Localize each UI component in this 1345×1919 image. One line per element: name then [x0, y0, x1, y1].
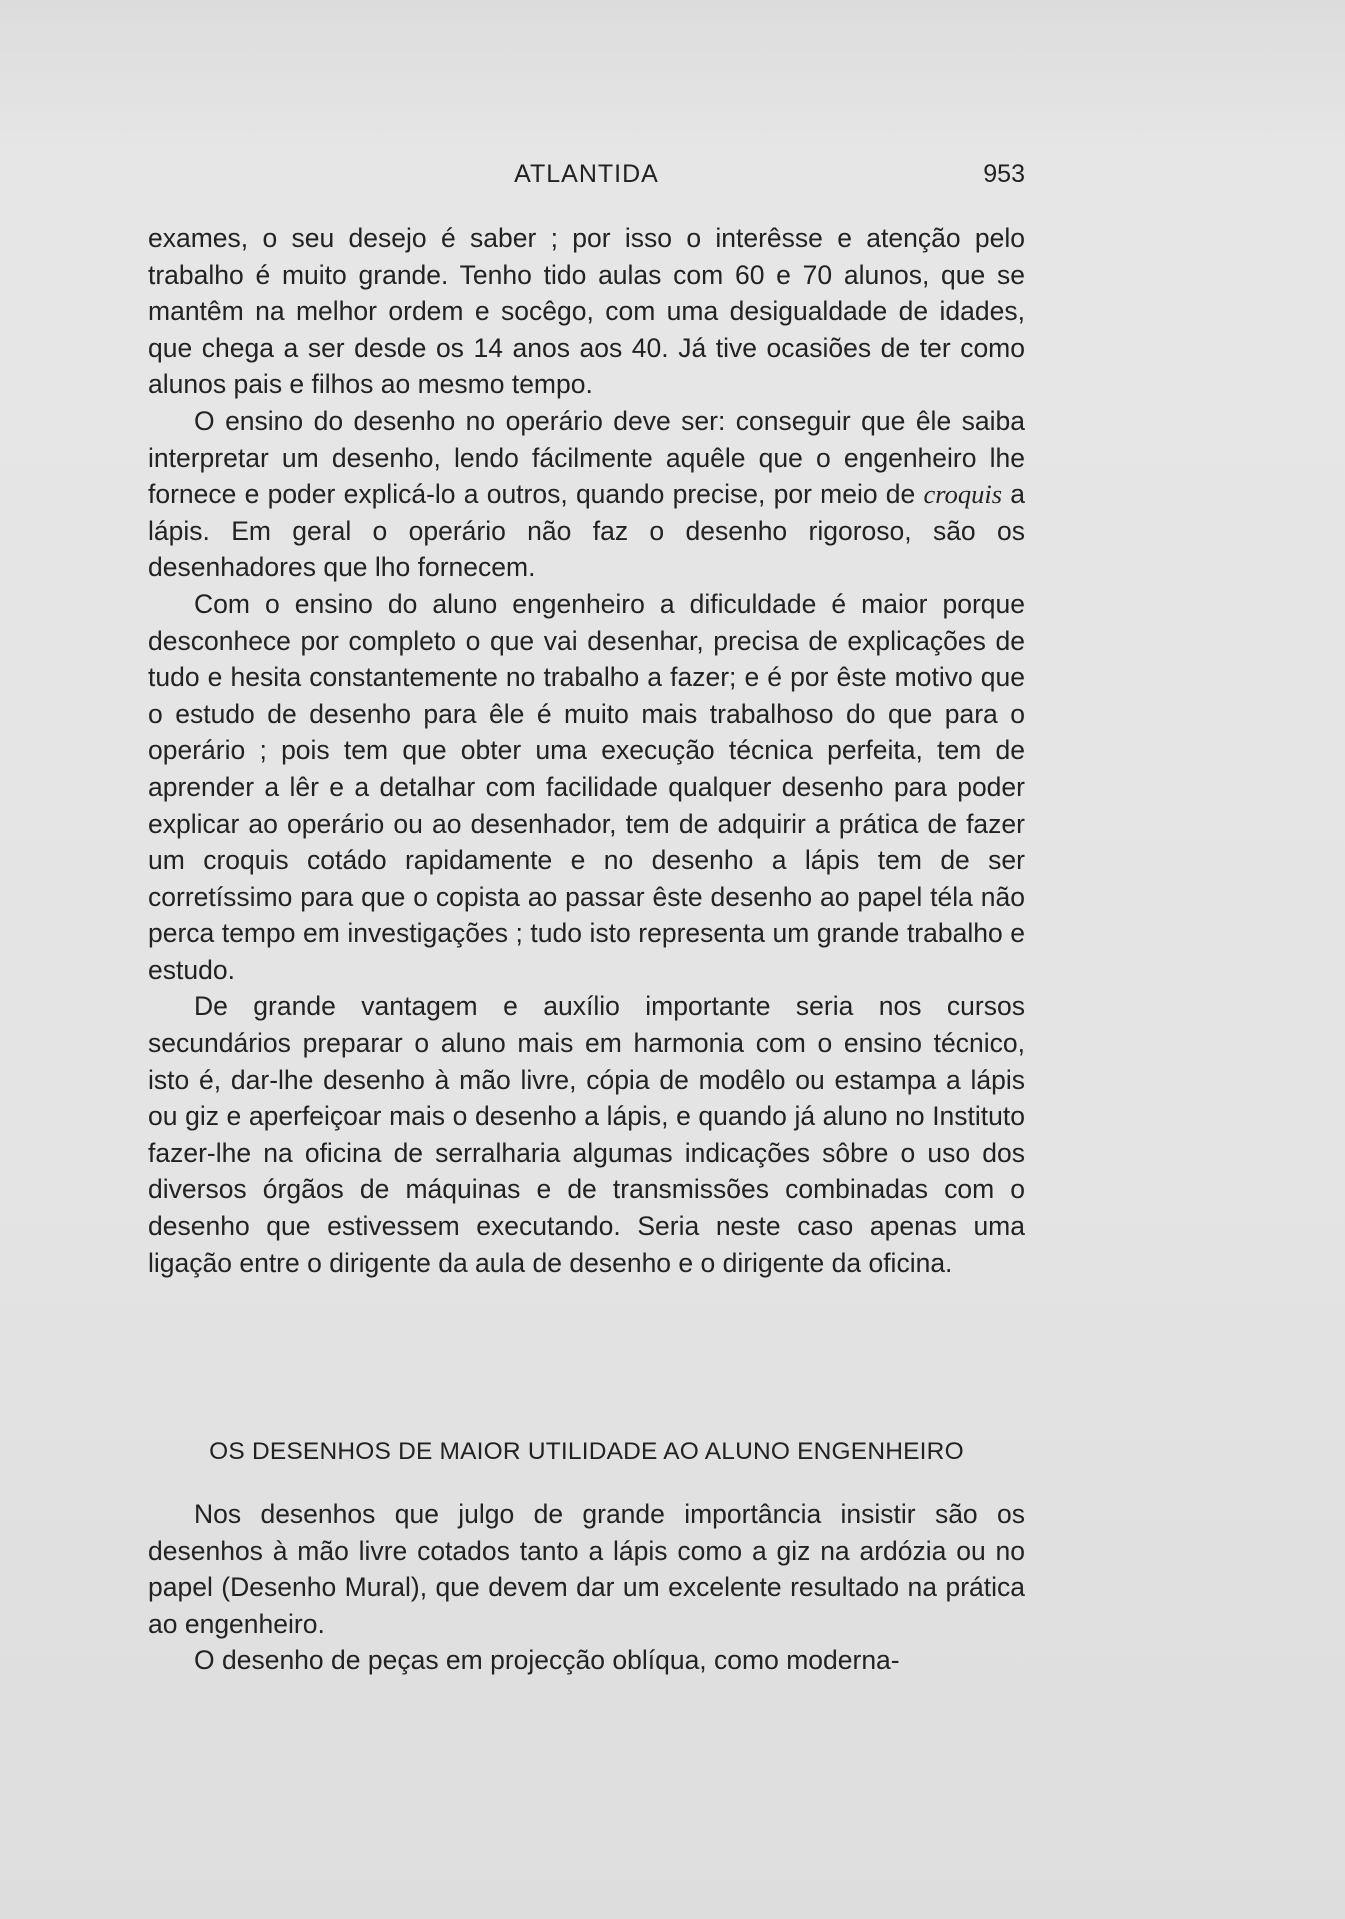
section-body-text [148, 1496, 1025, 1679]
running-header [148, 158, 1025, 190]
paragraph-2-italic-term: croquis [923, 479, 1003, 510]
section-paragraph-2: O desenho de peças em projecção oblíqua, como moderna- [194, 1645, 900, 1676]
paragraph-4: De grande vantagem e auxílio importante seria nos cursos secundários preparar o aluno mais em harmonia com o ensino técnico, isto é, dar-lhe desenho à mão livre, cópia de modêlo ou estampa a lápis ou giz e aperfeiçoar mais o desenho a lápis, e quando já aluno no Instituto fazer-lhe na oficina de serralharia algumas indicações sôbre o uso dos diversos órgãos de máquinas e de transmissões combinadas com o desenho que estivessem executando. Seria neste caso apenas uma ligação entre o dirigente da aula de desenho e o dirigente da oficina. [148, 991, 1025, 1278]
paragraph-2-text-before: O ensino do desenho no operário deve ser: conseguir que êle saiba interpretar um desenho, lendo fácilmente aquêle que o engenheiro lhe fornece e poder explicá-lo a outros, quando precise, por meio de [148, 405, 1025, 510]
page-number: 953 [983, 160, 1025, 188]
section-paragraph-1: Nos desenhos que julgo de grande importância insistir são os desenhos à mão livre cotados tanto a lápis como a giz na ardózia ou no papel (Desenho Mural), que devem dar um excelente resultado na prática ao engenheiro. [148, 1499, 1025, 1639]
paragraph-3: Com o ensino do aluno engenheiro a dificuldade é maior porque desconhece por completo o que vai desenhar, precisa de explicações de tudo e hesita constantemente no trabalho a fazer; e é por êste motivo que o estudo de desenho para êle é muito mais trabalhoso do que para o operário ; pois tem que obter uma execução técnica perfeita, tem de aprender a lêr e a detalhar com facilidade qualquer desenho para poder explicar ao operário ou ao desenhador, tem de adquirir a prática de fazer um croquis cotádo rapidamente e no desenho a lápis tem de ser corretíssimo para que o copista ao passar êste desenho ao papel téla não perca tempo em investigações ; tudo isto representa um grande trabalho e estudo. [148, 588, 1025, 985]
section-heading: OS DESENHOS DE MAIOR UTILIDADE AO ALUNO ENGENHEIRO [209, 1438, 964, 1465]
paragraph-2-text-after: a lápis. Em geral o operário não faz o desenho rigoroso, são os desenhadores que lho fornecem. [148, 479, 1025, 583]
paragraph-2 [148, 403, 1025, 586]
paragraph-1: exames, o seu desejo é saber ; por isso o interêsse e atenção pelo trabalho é muito grande. Tenho tido aulas com 60 e 70 alunos, que se mantêm na melhor ordem e socêgo, com uma desigualdade de idades, que chega a ser desde os 14 anos aos 40. Já tive ocasiões de ter como alunos pais e filhos ao mesmo tempo. [148, 223, 1025, 400]
running-title: ATLANTIDA [514, 160, 659, 188]
body-text [148, 220, 1025, 1281]
